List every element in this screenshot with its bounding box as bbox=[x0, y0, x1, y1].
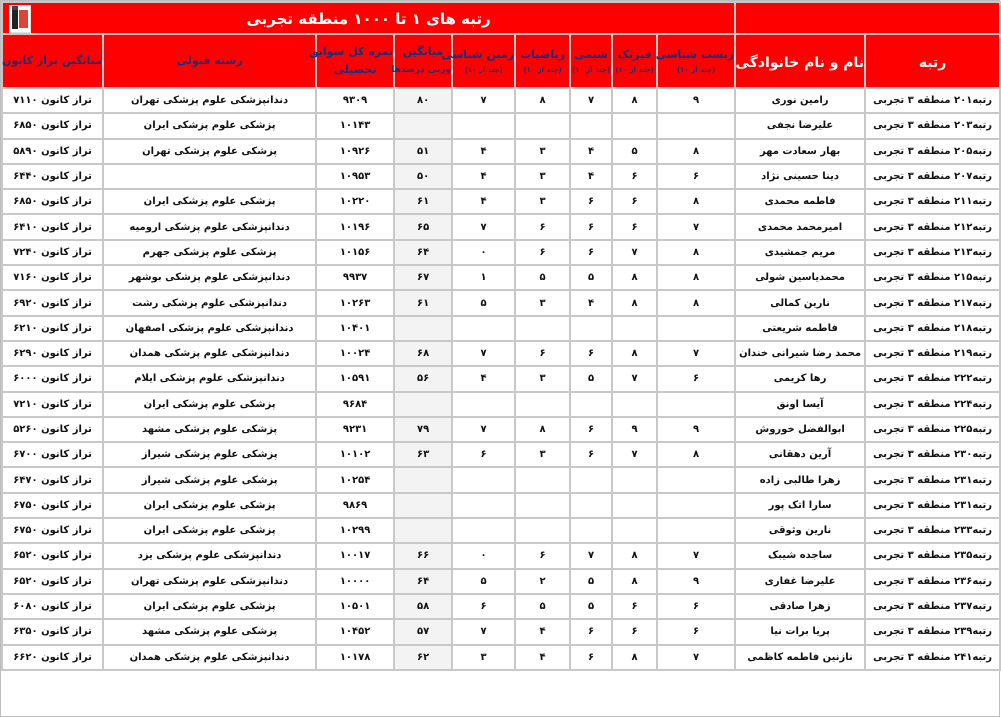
table-row bbox=[2, 240, 1000, 265]
gpa-score: ۱۰۱۴۳ bbox=[316, 113, 394, 138]
weighted-average: ۶۵ bbox=[394, 214, 452, 239]
name-cell: ابوالفضل خوروش bbox=[735, 417, 865, 442]
gpa-score: ۹۸۶۹ bbox=[316, 493, 394, 518]
weighted-average: ۶۴ bbox=[394, 240, 452, 265]
table-title-cell bbox=[2, 2, 735, 34]
table-row bbox=[2, 619, 1000, 644]
gpa-score: ۱۰۴۰۱ bbox=[316, 316, 394, 341]
table-row bbox=[2, 594, 1000, 619]
kanoon-score: تراز کانون ۶۶۲۰ bbox=[2, 645, 103, 670]
weighted-average: ۸۰ bbox=[394, 88, 452, 113]
geology-score bbox=[452, 113, 515, 138]
header-math: ریاضیات (چند از ۱۰) bbox=[515, 34, 570, 88]
name-cell: زهرا صادقی bbox=[735, 594, 865, 619]
name-cell: نارین وثوقی bbox=[735, 518, 865, 543]
gpa-score: ۱۰۱۰۲ bbox=[316, 442, 394, 467]
physics-score: ۸ bbox=[612, 341, 657, 366]
geology-score: ۵ bbox=[452, 569, 515, 594]
name-cell: پریا برات نیا bbox=[735, 619, 865, 644]
math-score bbox=[515, 392, 570, 417]
math-score: ۳ bbox=[515, 290, 570, 315]
accepted-major: دندانپزشکی علوم پزشکی تهران bbox=[103, 88, 316, 113]
table-row bbox=[2, 442, 1000, 467]
name-cell: مریم جمشیدی bbox=[735, 240, 865, 265]
name-cell: رامین نوری bbox=[735, 88, 865, 113]
table-row bbox=[2, 392, 1000, 417]
math-score bbox=[515, 316, 570, 341]
biology-score bbox=[657, 113, 735, 138]
physics-score: ۸ bbox=[612, 265, 657, 290]
biology-score bbox=[657, 518, 735, 543]
weighted-average: ۶۶ bbox=[394, 543, 452, 568]
table-title: رتبه های ۱ تا ۱۰۰۰ منطقه تجربی bbox=[246, 9, 491, 28]
geology-score bbox=[452, 316, 515, 341]
math-score bbox=[515, 467, 570, 492]
table-body bbox=[2, 88, 1000, 670]
biology-score bbox=[657, 467, 735, 492]
header-biology: زیست شناسی (چند از ۱۰) bbox=[657, 34, 735, 88]
biology-score bbox=[657, 392, 735, 417]
gpa-score: ۱۰۲۹۹ bbox=[316, 518, 394, 543]
geology-score: ۳ bbox=[452, 645, 515, 670]
biology-score: ۸ bbox=[657, 139, 735, 164]
header-physics: فیزیک (چند از ۱۰) bbox=[612, 34, 657, 88]
physics-score: ۶ bbox=[612, 214, 657, 239]
kanoon-score: تراز کانون ۶۹۲۰ bbox=[2, 290, 103, 315]
gpa-score: ۹۲۳۱ bbox=[316, 417, 394, 442]
chemistry-score bbox=[570, 316, 612, 341]
geology-score: ۵ bbox=[452, 290, 515, 315]
gpa-score: ۱۰۲۲۰ bbox=[316, 189, 394, 214]
geology-score: ۰ bbox=[452, 240, 515, 265]
kanoon-score: تراز کانون ۶۵۲۰ bbox=[2, 569, 103, 594]
physics-score bbox=[612, 113, 657, 138]
biology-score: ۸ bbox=[657, 442, 735, 467]
kanoon-score: تراز کانون ۶۰۸۰ bbox=[2, 594, 103, 619]
kanoon-score: تراز کانون ۷۱۱۰ bbox=[2, 88, 103, 113]
table-row bbox=[2, 164, 1000, 189]
weighted-average: ۷۹ bbox=[394, 417, 452, 442]
geology-score: ۴ bbox=[452, 164, 515, 189]
math-score bbox=[515, 113, 570, 138]
accepted-major: دندانپزشکی علوم پزشکی ایلام bbox=[103, 366, 316, 391]
physics-score: ۶ bbox=[612, 164, 657, 189]
chemistry-score: ۶ bbox=[570, 189, 612, 214]
rank-cell[interactable]: رتبه۲۱۱ منطقه ۳ تجربی bbox=[865, 189, 1000, 214]
biology-score: ۷ bbox=[657, 645, 735, 670]
header-rank: رتبه bbox=[865, 34, 1000, 88]
biology-score: ۸ bbox=[657, 240, 735, 265]
geology-score: ۴ bbox=[452, 139, 515, 164]
kanoon-score: تراز کانون ۷۱۶۰ bbox=[2, 265, 103, 290]
table-row bbox=[2, 189, 1000, 214]
header-major: رشته قبولی bbox=[103, 34, 316, 88]
accepted-major: دندانپزشکی علوم پزشکی تهران bbox=[103, 569, 316, 594]
name-cell: علیرضا نجفی bbox=[735, 113, 865, 138]
accepted-major: دندانپزشکی علوم پزشکی همدان bbox=[103, 645, 316, 670]
rank-cell[interactable]: رتبه۲۱۹ منطقه ۳ تجربی bbox=[865, 341, 1000, 366]
geology-score: ۷ bbox=[452, 88, 515, 113]
accepted-major: پزشکی علوم پزشکی ایران bbox=[103, 594, 316, 619]
table-row bbox=[2, 139, 1000, 164]
physics-score: ۶ bbox=[612, 619, 657, 644]
chemistry-score: ۷ bbox=[570, 88, 612, 113]
biology-score: ۶ bbox=[657, 594, 735, 619]
rank-cell[interactable]: رتبه۲۱۵ منطقه ۳ تجربی bbox=[865, 265, 1000, 290]
rank-cell[interactable]: رتبه۲۳۶ منطقه ۳ تجربی bbox=[865, 569, 1000, 594]
math-score bbox=[515, 493, 570, 518]
name-cell: آرین دهقانی bbox=[735, 442, 865, 467]
name-cell: رها کریمی bbox=[735, 366, 865, 391]
weighted-average bbox=[394, 518, 452, 543]
table-row bbox=[2, 88, 1000, 113]
biology-score bbox=[657, 493, 735, 518]
weighted-average: ۶۴ bbox=[394, 569, 452, 594]
name-cell: آیسا اونق bbox=[735, 392, 865, 417]
weighted-average: ۵۱ bbox=[394, 139, 452, 164]
geology-score: ۷ bbox=[452, 619, 515, 644]
kanoon-score: تراز کانون ۵۲۶۰ bbox=[2, 417, 103, 442]
kanoon-score: تراز کانون ۶۴۱۰ bbox=[2, 214, 103, 239]
gpa-score: ۱۰۹۲۶ bbox=[316, 139, 394, 164]
rank-cell[interactable]: رتبه۲۱۳ منطقه ۳ تجربی bbox=[865, 240, 1000, 265]
gpa-score: ۱۰۲۶۳ bbox=[316, 290, 394, 315]
math-score: ۸ bbox=[515, 417, 570, 442]
physics-score: ۷ bbox=[612, 366, 657, 391]
gpa-score: ۱۰۰۲۴ bbox=[316, 341, 394, 366]
header-chemistry: شیمی (چند از ۱۰) bbox=[570, 34, 612, 88]
name-cell: فاطمه محمدی bbox=[735, 189, 865, 214]
rank-cell[interactable]: رتبه۲۲۴ منطقه ۳ تجربی bbox=[865, 392, 1000, 417]
table-row bbox=[2, 290, 1000, 315]
weighted-average bbox=[394, 467, 452, 492]
physics-score: ۸ bbox=[612, 88, 657, 113]
rank-cell[interactable]: رتبه۲۳۵ منطقه ۳ تجربی bbox=[865, 543, 1000, 568]
table-row bbox=[2, 543, 1000, 568]
math-score: ۶ bbox=[515, 341, 570, 366]
chemistry-score: ۶ bbox=[570, 619, 612, 644]
kanoon-score: تراز کانون ۶۲۹۰ bbox=[2, 341, 103, 366]
name-cell: سارا اتک پور bbox=[735, 493, 865, 518]
math-score: ۳ bbox=[515, 164, 570, 189]
geology-score bbox=[452, 518, 515, 543]
gpa-score: ۱۰۴۵۲ bbox=[316, 619, 394, 644]
accepted-major: دندانپزشکی علوم پزشکی ارومیه bbox=[103, 214, 316, 239]
geology-score bbox=[452, 392, 515, 417]
gpa-score: ۱۰۰۰۰ bbox=[316, 569, 394, 594]
accepted-major: پزشکی علوم پزشکی مشهد bbox=[103, 417, 316, 442]
physics-score: ۶ bbox=[612, 189, 657, 214]
chemistry-score: ۶ bbox=[570, 214, 612, 239]
physics-score bbox=[612, 518, 657, 543]
physics-score: ۷ bbox=[612, 442, 657, 467]
biology-score: ۹ bbox=[657, 88, 735, 113]
gpa-score: ۱۰۱۹۶ bbox=[316, 214, 394, 239]
name-cell: ساجده شیبک bbox=[735, 543, 865, 568]
geology-score: ۱ bbox=[452, 265, 515, 290]
math-score bbox=[515, 518, 570, 543]
geology-score bbox=[452, 493, 515, 518]
geology-score: ۷ bbox=[452, 341, 515, 366]
table-row bbox=[2, 265, 1000, 290]
gpa-score: ۱۰۲۵۴ bbox=[316, 467, 394, 492]
accepted-major: دندانپزشکی علوم پزشکی رشت bbox=[103, 290, 316, 315]
kanoon-score: تراز کانون ۶۰۰۰ bbox=[2, 366, 103, 391]
geology-score bbox=[452, 467, 515, 492]
biology-score: ۶ bbox=[657, 619, 735, 644]
math-score: ۳ bbox=[515, 139, 570, 164]
chemistry-score bbox=[570, 518, 612, 543]
table-row bbox=[2, 467, 1000, 492]
chemistry-score: ۵ bbox=[570, 594, 612, 619]
header-gpa: نمره کل سوابق تحصیلی bbox=[316, 34, 394, 88]
ranking-table bbox=[1, 1, 1001, 671]
weighted-average: ۶۸ bbox=[394, 341, 452, 366]
chemistry-score: ۶ bbox=[570, 442, 612, 467]
name-cell: علیرضا غفاری bbox=[735, 569, 865, 594]
accepted-major: پزشکی علوم پزشکی شیراز bbox=[103, 442, 316, 467]
math-score: ۳ bbox=[515, 366, 570, 391]
weighted-average: ۵۶ bbox=[394, 366, 452, 391]
table-row bbox=[2, 316, 1000, 341]
chemistry-score: ۵ bbox=[570, 366, 612, 391]
name-cell: دینا حسینی نژاد bbox=[735, 164, 865, 189]
rank-cell[interactable]: رتبه۲۲۲ منطقه ۳ تجربی bbox=[865, 366, 1000, 391]
physics-score: ۷ bbox=[612, 240, 657, 265]
accepted-major: دندانپزشکی علوم پزشکی یزد bbox=[103, 543, 316, 568]
weighted-average: ۵۰ bbox=[394, 164, 452, 189]
rank-cell[interactable]: رتبه۲۱۲ منطقه ۳ تجربی bbox=[865, 214, 1000, 239]
name-cell: امیرمحمد محمدی bbox=[735, 214, 865, 239]
math-score: ۳ bbox=[515, 442, 570, 467]
geology-score: ۴ bbox=[452, 366, 515, 391]
biology-score: ۸ bbox=[657, 189, 735, 214]
physics-score bbox=[612, 316, 657, 341]
biology-score: ۷ bbox=[657, 214, 735, 239]
rank-cell[interactable]: رتبه۲۳۱ منطقه ۳ تجربی bbox=[865, 467, 1000, 492]
table-row bbox=[2, 113, 1000, 138]
kanoon-score: تراز کانون ۶۷۰۰ bbox=[2, 442, 103, 467]
biology-score: ۶ bbox=[657, 366, 735, 391]
header-name: نام و نام خانوادگی bbox=[735, 34, 865, 88]
accepted-major: پزشکی علوم پزشکی جهرم bbox=[103, 240, 316, 265]
math-score: ۴ bbox=[515, 645, 570, 670]
table-row bbox=[2, 214, 1000, 239]
physics-score bbox=[612, 493, 657, 518]
kanoon-score: تراز کانون ۷۲۴۰ bbox=[2, 240, 103, 265]
weighted-average bbox=[394, 316, 452, 341]
kanoon-score: تراز کانون ۷۲۱۰ bbox=[2, 392, 103, 417]
weighted-average: ۵۸ bbox=[394, 594, 452, 619]
physics-score bbox=[612, 467, 657, 492]
accepted-major: پزشکی علوم پزشکی ایران bbox=[103, 392, 316, 417]
name-cell: نازنین فاطمه کاظمی bbox=[735, 645, 865, 670]
rank-cell[interactable]: رتبه۲۱۷ منطقه ۳ تجربی bbox=[865, 290, 1000, 315]
biology-score: ۸ bbox=[657, 290, 735, 315]
chemistry-score bbox=[570, 113, 612, 138]
table-row bbox=[2, 645, 1000, 670]
accepted-major bbox=[103, 164, 316, 189]
accepted-major: پزشکی علوم پزشکی مشهد bbox=[103, 619, 316, 644]
gpa-score: ۱۰۱۷۸ bbox=[316, 645, 394, 670]
accepted-major: پزشکی علوم پزشکی شیراز bbox=[103, 467, 316, 492]
header-geology: زمین شناسی (چند از ۱۰) bbox=[452, 34, 515, 88]
chemistry-score: ۴ bbox=[570, 139, 612, 164]
math-score: ۲ bbox=[515, 569, 570, 594]
title-corner bbox=[735, 2, 1000, 34]
physics-score: ۸ bbox=[612, 569, 657, 594]
accepted-major: پزشکی علوم پزشکی ایران bbox=[103, 493, 316, 518]
math-score: ۵ bbox=[515, 265, 570, 290]
biology-score: ۸ bbox=[657, 265, 735, 290]
kanoon-score: تراز کانون ۵۸۹۰ bbox=[2, 139, 103, 164]
physics-score: ۵ bbox=[612, 139, 657, 164]
accepted-major: دندانپزشکی علوم پزشکی اصفهان bbox=[103, 316, 316, 341]
header-weighted-average: میانگین وزنی درصدها bbox=[394, 34, 452, 88]
rank-cell[interactable]: رتبه۲۰۳ منطقه ۳ تجربی bbox=[865, 113, 1000, 138]
chemistry-score: ۵ bbox=[570, 265, 612, 290]
header-kanoon: میانگین تراز کانون bbox=[2, 34, 103, 88]
kanoon-score: تراز کانون ۶۸۵۰ bbox=[2, 189, 103, 214]
weighted-average: ۶۲ bbox=[394, 645, 452, 670]
geology-score: ۶ bbox=[452, 442, 515, 467]
chemistry-score: ۶ bbox=[570, 240, 612, 265]
rank-cell[interactable]: رتبه۲۰۱ منطقه ۳ تجربی bbox=[865, 88, 1000, 113]
table-row bbox=[2, 366, 1000, 391]
table-row bbox=[2, 341, 1000, 366]
rank-cell[interactable]: رتبه۲۰۷ منطقه ۳ تجربی bbox=[865, 164, 1000, 189]
accepted-major: پزشکی علوم پزشکی ایران bbox=[103, 113, 316, 138]
math-score: ۳ bbox=[515, 189, 570, 214]
biology-score: ۷ bbox=[657, 543, 735, 568]
kanoon-logo-icon bbox=[9, 5, 31, 33]
chemistry-score: ۵ bbox=[570, 569, 612, 594]
biology-score bbox=[657, 316, 735, 341]
physics-score bbox=[612, 392, 657, 417]
geology-score: ۷ bbox=[452, 214, 515, 239]
math-score: ۶ bbox=[515, 214, 570, 239]
accepted-major: پزشکی علوم پزشکی تهران bbox=[103, 139, 316, 164]
rank-cell[interactable]: رتبه۲۴۱ منطقه ۳ تجربی bbox=[865, 645, 1000, 670]
gpa-score: ۹۳۰۹ bbox=[316, 88, 394, 113]
kanoon-score: تراز کانون ۶۸۵۰ bbox=[2, 113, 103, 138]
accepted-major: دندانپزشکی علوم پزشکی همدان bbox=[103, 341, 316, 366]
kanoon-score: تراز کانون ۶۲۱۰ bbox=[2, 316, 103, 341]
chemistry-score bbox=[570, 467, 612, 492]
physics-score: ۹ bbox=[612, 417, 657, 442]
biology-score: ۷ bbox=[657, 341, 735, 366]
table-row bbox=[2, 569, 1000, 594]
math-score: ۶ bbox=[515, 543, 570, 568]
weighted-average: ۶۳ bbox=[394, 442, 452, 467]
table-row bbox=[2, 493, 1000, 518]
kanoon-score: تراز کانون ۶۷۵۰ bbox=[2, 493, 103, 518]
physics-score: ۸ bbox=[612, 645, 657, 670]
gpa-score: ۱۰۵۰۱ bbox=[316, 594, 394, 619]
chemistry-score: ۶ bbox=[570, 645, 612, 670]
math-score: ۴ bbox=[515, 619, 570, 644]
rank-cell[interactable]: رتبه۲۲۵ منطقه ۳ تجربی bbox=[865, 417, 1000, 442]
chemistry-score bbox=[570, 493, 612, 518]
biology-score: ۶ bbox=[657, 164, 735, 189]
math-score: ۸ bbox=[515, 88, 570, 113]
name-cell: زهرا طالبی زاده bbox=[735, 467, 865, 492]
geology-score: ۰ bbox=[452, 543, 515, 568]
table-row bbox=[2, 417, 1000, 442]
rank-cell[interactable]: رتبه۲۳۷ منطقه ۳ تجربی bbox=[865, 594, 1000, 619]
gpa-score: ۱۰۱۵۶ bbox=[316, 240, 394, 265]
rank-cell[interactable]: رتبه۲۳۰ منطقه ۳ تجربی bbox=[865, 442, 1000, 467]
geology-score: ۷ bbox=[452, 417, 515, 442]
rank-cell[interactable]: رتبه۲۱۸ منطقه ۳ تجربی bbox=[865, 316, 1000, 341]
accepted-major: دندانپزشکی علوم پزشکی بوشهر bbox=[103, 265, 316, 290]
kanoon-score: تراز کانون ۶۴۷۰ bbox=[2, 467, 103, 492]
kanoon-score: تراز کانون ۶۴۴۰ bbox=[2, 164, 103, 189]
weighted-average: ۶۱ bbox=[394, 290, 452, 315]
rank-cell[interactable]: رتبه۲۰۵ منطقه ۳ تجربی bbox=[865, 139, 1000, 164]
biology-score: ۹ bbox=[657, 569, 735, 594]
geology-score: ۶ bbox=[452, 594, 515, 619]
gpa-score: ۹۹۳۷ bbox=[316, 265, 394, 290]
math-score: ۵ bbox=[515, 594, 570, 619]
name-cell: بهار سعادت مهر bbox=[735, 139, 865, 164]
chemistry-score: ۶ bbox=[570, 341, 612, 366]
physics-score: ۸ bbox=[612, 543, 657, 568]
accepted-major: پزشکی علوم پزشکی ایران bbox=[103, 189, 316, 214]
weighted-average bbox=[394, 392, 452, 417]
weighted-average: ۶۱ bbox=[394, 189, 452, 214]
biology-score: ۹ bbox=[657, 417, 735, 442]
kanoon-score: تراز کانون ۶۳۵۰ bbox=[2, 619, 103, 644]
chemistry-score bbox=[570, 392, 612, 417]
chemistry-score: ۴ bbox=[570, 164, 612, 189]
math-score: ۶ bbox=[515, 240, 570, 265]
name-cell: فاطمه شریعتی bbox=[735, 316, 865, 341]
chemistry-score: ۷ bbox=[570, 543, 612, 568]
name-cell: نارین کمالی bbox=[735, 290, 865, 315]
gpa-score: ۱۰۵۹۱ bbox=[316, 366, 394, 391]
name-cell: محمد رضا شیرانی خندان bbox=[735, 341, 865, 366]
weighted-average bbox=[394, 493, 452, 518]
gpa-score: ۱۰۹۵۳ bbox=[316, 164, 394, 189]
kanoon-score: تراز کانون ۶۷۵۰ bbox=[2, 518, 103, 543]
name-cell: محمدیاسین شولی bbox=[735, 265, 865, 290]
physics-score: ۶ bbox=[612, 594, 657, 619]
physics-score: ۸ bbox=[612, 290, 657, 315]
rank-cell[interactable]: رتبه۲۳۱ منطقه ۳ تجربی bbox=[865, 493, 1000, 518]
table-row bbox=[2, 518, 1000, 543]
gpa-score: ۹۶۸۴ bbox=[316, 392, 394, 417]
geology-score: ۴ bbox=[452, 189, 515, 214]
weighted-average: ۵۷ bbox=[394, 619, 452, 644]
gpa-score: ۱۰۰۱۷ bbox=[316, 543, 394, 568]
kanoon-score: تراز کانون ۶۵۲۰ bbox=[2, 543, 103, 568]
rank-cell[interactable]: رتبه۲۳۳ منطقه ۳ تجربی bbox=[865, 518, 1000, 543]
weighted-average: ۶۷ bbox=[394, 265, 452, 290]
weighted-average bbox=[394, 113, 452, 138]
chemistry-score: ۴ bbox=[570, 290, 612, 315]
chemistry-score: ۶ bbox=[570, 417, 612, 442]
rank-cell[interactable]: رتبه۲۳۹ منطقه ۳ تجربی bbox=[865, 619, 1000, 644]
accepted-major: پزشکی علوم پزشکی ایران bbox=[103, 518, 316, 543]
